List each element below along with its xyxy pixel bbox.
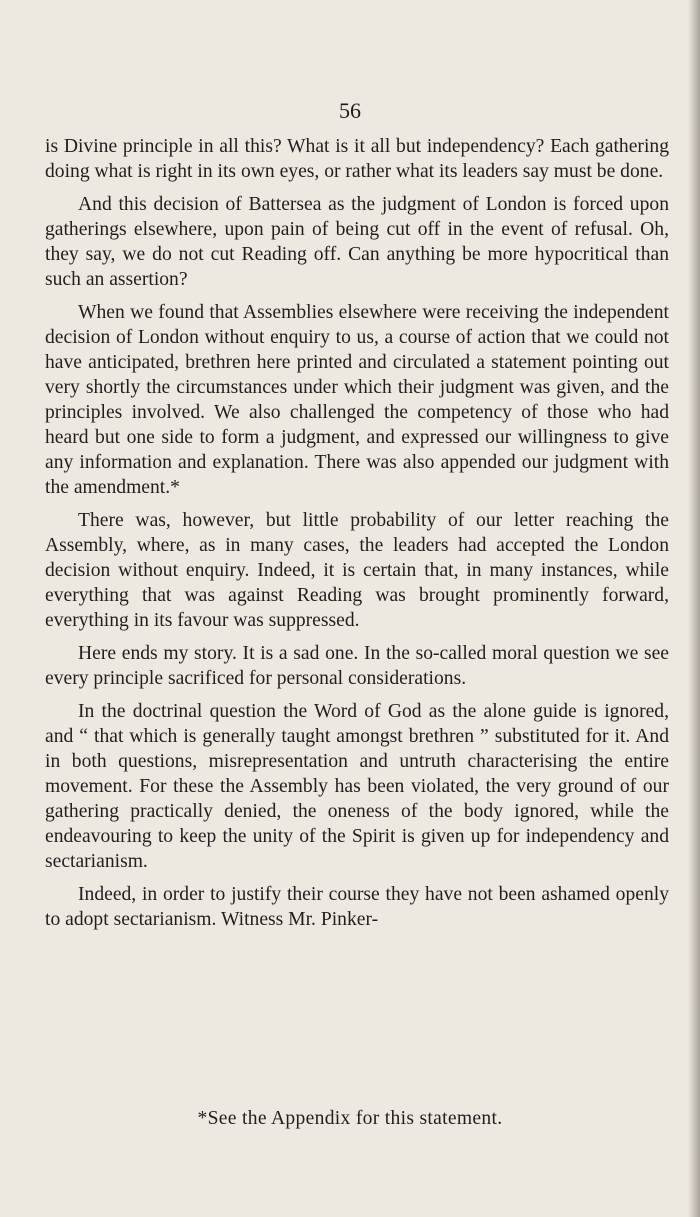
paragraph-letter-probability: There was, however, but little probability of our letter reaching the Assembly, where, as in many cases, the leaders had accepted the London decision without enquiry. Indeed, it is certain that, in many instances, while everything that was against Reading was brought prominently forward, everything in its favour was suppressed. (45, 510, 669, 631)
paragraph-sectarianism: Indeed, in order to justify their course they have not been ashamed openly to adopt sectarianism. Witness Mr. Pinker- (45, 884, 669, 930)
paragraph-battersea-decision: And this decision of Battersea as the judgment of London is forced upon gatherings elsewhere, upon pain of being cut off in the event of refusal. Oh, they say, we do not cut Reading off. Can anything be more hypocritical than such an assertion? (45, 194, 669, 290)
page-number: 56 (339, 98, 361, 123)
footnote: *See the Appendix for this statement. (197, 1108, 503, 1129)
paragraph-story-ends: Here ends my story. It is a sad one. In the so-called moral question we see every principle sacrificed for personal considerations. (45, 643, 669, 689)
body-text (45, 134, 669, 940)
paragraph-assemblies-statement: When we found that Assemblies elsewhere were receiving the independent decision of London without enquiry to us, a course of action that we could not have anticipated, brethren here printed and circulated a statement pointing out very shortly the circumstances under which their judgment was given, and the principles involved. We also challenged the competency of those who had heard but one side to form a judgment, and expressed our willingness to give any information and explanation. There was also appended our judgment with the amendment.* (45, 302, 669, 498)
paragraph-continuation: is Divine principle in all this? What is it all but independency? Each gathering doing what is right in its own eyes, or rather what its leaders say must be done. (45, 136, 669, 182)
paragraph-doctrinal-question: In the doctrinal question the Word of God as the alone guide is ignored, and “ that which is generally taught amongst brethren ” substituted for it. And in both questions, misrepresentation and untruth characterising the entire movement. For these the Assembly has been violated, the very ground of our gathering practically denied, the oneness of the body ignored, while the endeavouring to keep the unity of the Spirit is given up for independency and sectarianism. (45, 701, 669, 872)
